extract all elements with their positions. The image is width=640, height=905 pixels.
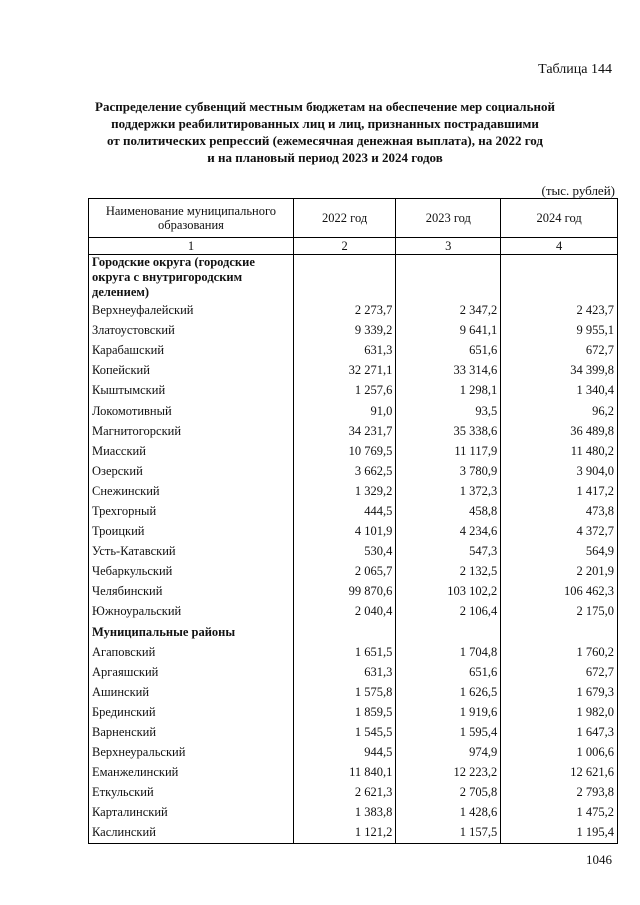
table-label: Таблица 144 [538,62,612,77]
municipality-name: Карталинский [89,802,294,822]
amount-2022: 2 621,3 [293,782,395,802]
municipality-name: Усть-Катавский [89,541,294,561]
amount-2022: 91,0 [293,400,395,420]
amount-2024: 9 955,1 [501,320,618,340]
amount-2024: 106 462,3 [501,581,618,601]
empty-cell [293,255,395,301]
amount-2022: 1 859,5 [293,702,395,722]
column-number: 4 [501,238,618,255]
table-row [89,642,618,662]
amount-2024: 2 175,0 [501,601,618,621]
amount-2023: 3 780,9 [396,461,501,481]
table-row [89,802,618,822]
table-row [89,762,618,782]
amount-2022: 1 383,8 [293,802,395,822]
amount-2023: 1 428,6 [396,802,501,822]
amount-2024: 2 201,9 [501,561,618,581]
municipality-name: Ашинский [89,682,294,702]
column-number: 2 [293,238,395,255]
municipality-name: Чебаркульский [89,561,294,581]
amount-2023: 9 641,1 [396,320,501,340]
amount-2023: 1 157,5 [396,822,501,843]
amount-2023: 1 298,1 [396,380,501,400]
amount-2022: 3 662,5 [293,461,395,481]
amount-2023: 547,3 [396,541,501,561]
empty-cell [501,255,618,301]
section-row [89,255,618,301]
amount-2024: 1 982,0 [501,702,618,722]
amount-2024: 1 679,3 [501,682,618,702]
amount-2023: 1 704,8 [396,642,501,662]
table-row [89,360,618,380]
amount-2022: 4 101,9 [293,521,395,541]
amount-2023: 1 372,3 [396,481,501,501]
amount-2024: 12 621,6 [501,762,618,782]
section-title: Муниципальные районы [89,622,294,642]
amount-2023: 93,5 [396,400,501,420]
municipality-name: Еткульский [89,782,294,802]
table-row [89,481,618,501]
amount-2023: 2 132,5 [396,561,501,581]
municipality-name: Челябинский [89,581,294,601]
amount-2022: 99 870,6 [293,581,395,601]
amount-2023: 651,6 [396,340,501,360]
page-number: 1046 [586,852,612,867]
empty-cell [396,255,501,301]
amount-2024: 34 399,8 [501,360,618,380]
amount-2024: 1 340,4 [501,380,618,400]
amount-2024: 36 489,8 [501,421,618,441]
amount-2022: 1 575,8 [293,682,395,702]
table-row [89,320,618,340]
table-body [89,255,618,844]
amount-2023: 1 919,6 [396,702,501,722]
table-row [89,421,618,441]
column-number: 3 [396,238,501,255]
municipality-name: Брединский [89,702,294,722]
table-row [89,782,618,802]
amount-2024: 2 793,8 [501,782,618,802]
amount-2024: 2 423,7 [501,300,618,320]
header-municipality: Наименование муниципального образования [89,199,294,238]
amount-2022: 1 257,6 [293,380,395,400]
amount-2022: 1 545,5 [293,722,395,742]
municipality-name: Снежинский [89,481,294,501]
amount-2023: 1 595,4 [396,722,501,742]
amount-2022: 9 339,2 [293,320,395,340]
amount-2022: 2 273,7 [293,300,395,320]
municipality-name: Копейский [89,360,294,380]
amount-2024: 1 760,2 [501,642,618,662]
amount-2023: 2 347,2 [396,300,501,320]
amount-2023: 103 102,2 [396,581,501,601]
municipality-name: Локомотивный [89,400,294,420]
table-row [89,702,618,722]
municipality-name: Златоустовский [89,320,294,340]
table-row [89,742,618,762]
amount-2022: 34 231,7 [293,421,395,441]
table-row [89,340,618,360]
title-line: поддержки реабилитированных лиц и лиц, признанных пострадавшими [111,116,539,131]
amount-2022: 944,5 [293,742,395,762]
table-row [89,561,618,581]
amount-2024: 1 647,3 [501,722,618,742]
table-row [89,501,618,521]
amount-2022: 2 065,7 [293,561,395,581]
header-2024: 2024 год [501,199,618,238]
table-row [89,662,618,682]
amount-2024: 672,7 [501,662,618,682]
table-row [89,722,618,742]
amount-2023: 2 106,4 [396,601,501,621]
amount-2023: 458,8 [396,501,501,521]
section-row [89,622,618,642]
table-row [89,581,618,601]
table-row [89,541,618,561]
table-row [89,441,618,461]
amount-2022: 631,3 [293,340,395,360]
subvention-table [88,198,618,844]
municipality-name: Озерский [89,461,294,481]
municipality-name: Троицкий [89,521,294,541]
column-number: 1 [89,238,294,255]
municipality-name: Верхнеуральский [89,742,294,762]
amount-2024: 564,9 [501,541,618,561]
title-line: и на плановый период 2023 и 2024 годов [207,150,443,165]
amount-2024: 1 006,6 [501,742,618,762]
section-title: Городские округа (городские округа с внутригородским делением) [89,255,294,301]
table-row [89,380,618,400]
amount-2022: 1 329,2 [293,481,395,501]
amount-2022: 631,3 [293,662,395,682]
table-row [89,822,618,843]
table-row [89,300,618,320]
table-row [89,682,618,702]
municipality-name: Карабашский [89,340,294,360]
amount-2023: 11 117,9 [396,441,501,461]
amount-2022: 32 271,1 [293,360,395,380]
amount-2024: 1 195,4 [501,822,618,843]
amount-2022: 2 040,4 [293,601,395,621]
amount-2023: 1 626,5 [396,682,501,702]
units-note: (тыс. рублей) [541,183,615,198]
amount-2024: 11 480,2 [501,441,618,461]
amount-2023: 12 223,2 [396,762,501,782]
municipality-name: Кыштымский [89,380,294,400]
municipality-name: Варненский [89,722,294,742]
municipality-name: Каслинский [89,822,294,843]
amount-2024: 473,8 [501,501,618,521]
municipality-name: Миасский [89,441,294,461]
amount-2022: 530,4 [293,541,395,561]
municipality-name: Аргаяшский [89,662,294,682]
amount-2022: 10 769,5 [293,441,395,461]
table-row [89,400,618,420]
amount-2023: 33 314,6 [396,360,501,380]
municipality-name: Еманжелинский [89,762,294,782]
amount-2023: 651,6 [396,662,501,682]
amount-2024: 672,7 [501,340,618,360]
title-line: от политических репрессий (ежемесячная денежная выплата), на 2022 год [106,133,543,148]
amount-2024: 1 417,2 [501,481,618,501]
empty-cell [396,622,501,642]
amount-2024: 96,2 [501,400,618,420]
amount-2022: 1 651,5 [293,642,395,662]
municipality-name: Южноуральский [89,601,294,621]
amount-2022: 1 121,2 [293,822,395,843]
amount-2023: 35 338,6 [396,421,501,441]
amount-2024: 1 475,2 [501,802,618,822]
table-row [89,521,618,541]
municipality-name: Агаповский [89,642,294,662]
amount-2023: 2 705,8 [396,782,501,802]
document-title [60,98,590,166]
amount-2024: 4 372,7 [501,521,618,541]
header-2022: 2022 год [293,199,395,238]
empty-cell [501,622,618,642]
title-line: Распределение субвенций местным бюджетам на обеспечение мер социальной [95,99,555,114]
amount-2023: 4 234,6 [396,521,501,541]
municipality-name: Магнитогорский [89,421,294,441]
municipality-name: Трехгорный [89,501,294,521]
amount-2022: 444,5 [293,501,395,521]
table-row [89,601,618,621]
amount-2022: 11 840,1 [293,762,395,782]
header-2023: 2023 год [396,199,501,238]
amount-2024: 3 904,0 [501,461,618,481]
municipality-name: Верхнеуфалейский [89,300,294,320]
empty-cell [293,622,395,642]
table-row [89,461,618,481]
amount-2023: 974,9 [396,742,501,762]
